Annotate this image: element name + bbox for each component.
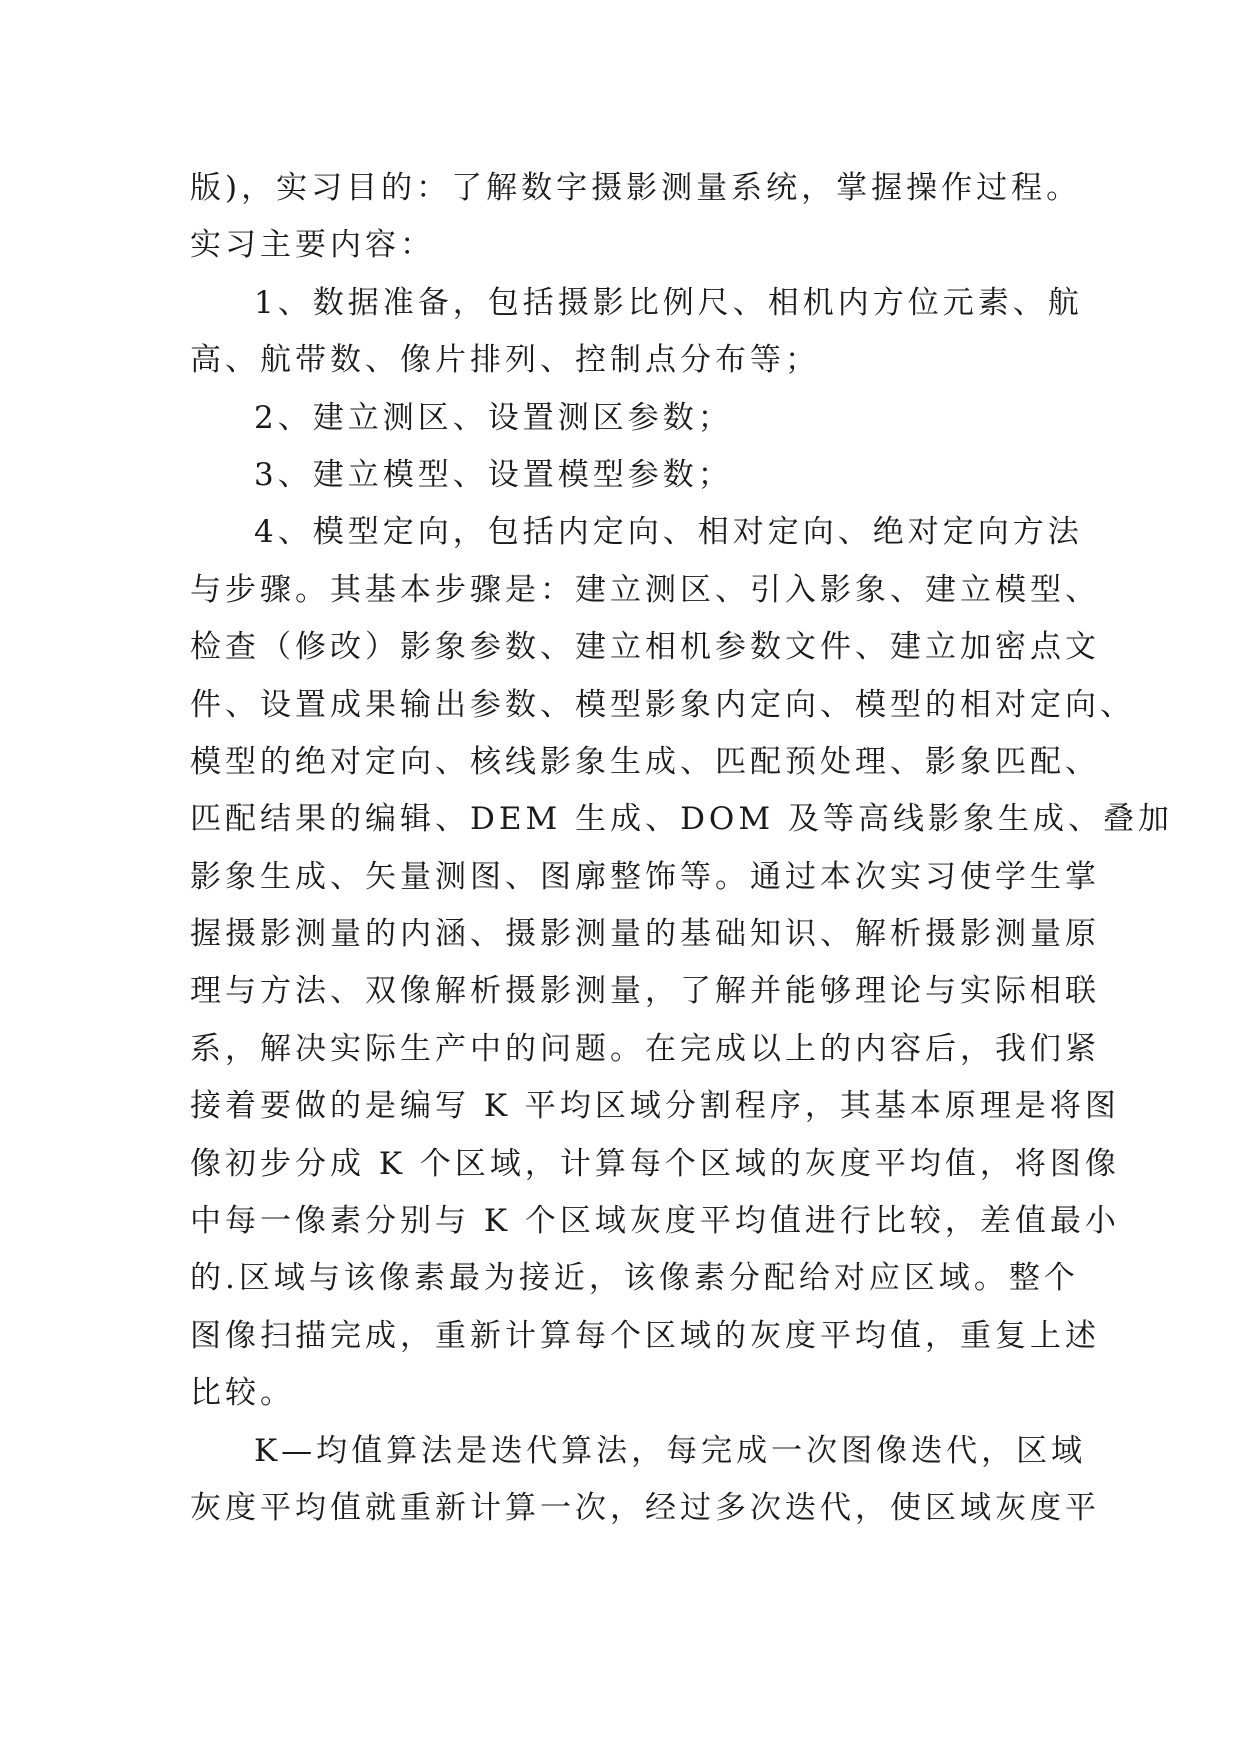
- text-line: 比较。: [190, 1375, 295, 1412]
- text-line: 中每一像素分别与 K 个区域灰度平均值进行比较，差值最小: [190, 1203, 1120, 1240]
- text-line: 像初步分成 K 个区域，计算每个区域的灰度平均值，将图像: [190, 1145, 1120, 1182]
- text-line: 实习主要内容：: [190, 227, 435, 264]
- text-line: 版)，实习目的：了解数字摄影测量系统，掌握操作过程。: [190, 170, 1082, 206]
- text-line: 灰度平均值就重新计算一次，经过多次迭代，使区域灰度平: [190, 1489, 1100, 1526]
- text-line: 2、建立测区、设置测区参数；: [254, 399, 733, 436]
- text-line: 件、设置成果输出参数、模型影象内定向、模型的相对定向、: [190, 686, 1135, 723]
- text-line: 检查（修改）影象参数、建立相机参数文件、建立加密点文: [190, 629, 1100, 666]
- text-line: 1、数据准备，包括摄影比例尺、相机内方位元素、航: [254, 284, 1083, 321]
- text-line: 模型的绝对定向、核线影象生成、匹配预处理、影象匹配、: [190, 743, 1100, 780]
- text-line: 的.区域与该像素最为接近，该像素分配给对应区域。整个: [190, 1260, 1079, 1297]
- text-line: 系，解决实际生产中的问题。在完成以上的内容后，我们紧: [190, 1030, 1100, 1067]
- text-line: 接着要做的是编写 K 平均区域分割程序，其基本原理是将图: [190, 1088, 1120, 1125]
- text-line: 握摄影测量的内涵、摄影测量的基础知识、解析摄影测量原: [190, 916, 1100, 953]
- text-line: 图像扫描完成，重新计算每个区域的灰度平均值，重复上述: [190, 1317, 1100, 1354]
- text-line: 高、航带数、像片排列、控制点分布等；: [190, 342, 820, 379]
- text-line: 4、模型定向，包括内定向、相对定向、绝对定向方法: [254, 514, 1083, 551]
- text-line: K—均值算法是迭代算法，每完成一次图像迭代，区域: [254, 1432, 1087, 1469]
- text-line: 理与方法、双像解析摄影测量，了解并能够理论与实际相联: [190, 973, 1100, 1010]
- body-text: [190, 160, 1173, 1537]
- text-line: 与步骤。其基本步骤是：建立测区、引入影象、建立模型、: [190, 571, 1100, 608]
- text-line: 匹配结果的编辑、DEM 生成、DOM 及等高线影象生成、叠加: [190, 801, 1173, 838]
- text-line: 影象生成、矢量测图、图廓整饰等。通过本次实习使学生掌: [190, 858, 1100, 895]
- text-line: 3、建立模型、设置模型参数；: [254, 456, 733, 493]
